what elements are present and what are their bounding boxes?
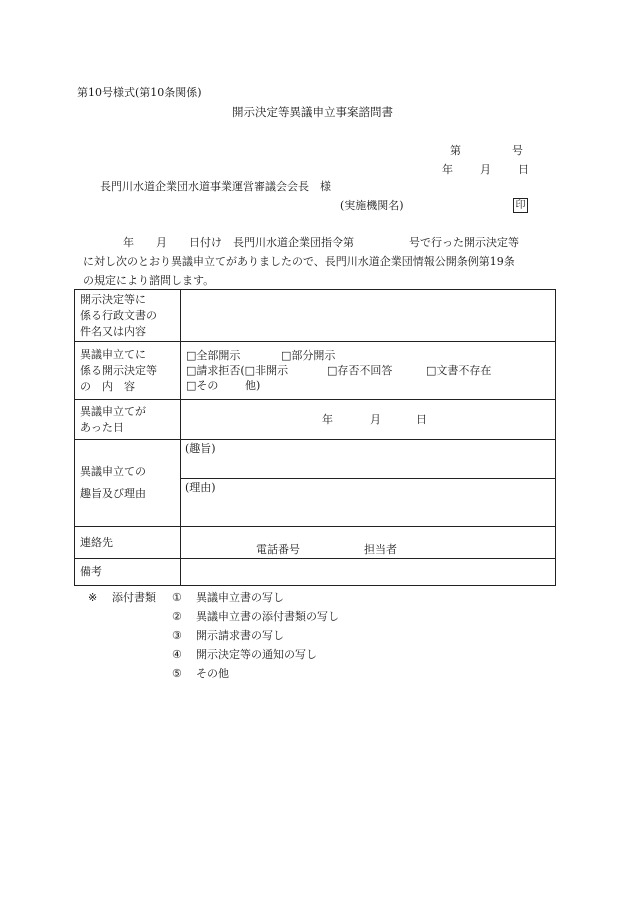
issue-date-day: 日 <box>518 163 529 176</box>
remarks-label <box>75 559 181 586</box>
attachments-label: 添付書類 <box>112 591 156 604</box>
attachment-item: ⑤ その他 <box>172 667 229 680</box>
person-in-charge-label: 担当者 <box>364 542 397 556</box>
label-line: 件名又は内容 <box>80 324 146 338</box>
attachment-item: ② 異議申立書の添付書類の写し <box>172 610 339 623</box>
label-line: 異議申立てが <box>80 404 146 418</box>
table-row <box>75 440 556 527</box>
document-subject-label <box>75 290 181 342</box>
objection-date-year: 年 <box>322 412 333 426</box>
issue-date-month: 月 <box>480 163 491 176</box>
table-row <box>75 400 556 440</box>
table-row <box>75 342 556 400</box>
objection-date-label <box>75 400 181 440</box>
consultation-statement <box>77 236 557 293</box>
remarks-field[interactable] <box>181 559 556 586</box>
note-mark: ※ <box>88 591 98 604</box>
option-neither-confirm-nor-deny[interactable]: □存否不回答 <box>327 364 393 377</box>
label-line: 連絡先 <box>80 535 113 549</box>
reference-number-prefix: 第 <box>450 144 461 157</box>
label-line: 異議申立ての <box>80 465 146 478</box>
objection-date-month: 月 <box>370 412 381 426</box>
option-document-nonexistent[interactable]: □文書不存在 <box>426 364 492 377</box>
table-row <box>75 290 556 342</box>
reason-field[interactable]: (理由) <box>181 478 555 526</box>
label-line: 係る行政文書の <box>80 308 157 322</box>
label-line: あった日 <box>80 420 124 434</box>
label-line: 趣旨及び理由 <box>80 487 146 500</box>
option-other[interactable]: □その <box>186 379 219 392</box>
label-line: 備考 <box>80 565 102 578</box>
objection-date-day: 日 <box>416 412 427 426</box>
form-number: 第10号様式(第10条関係) <box>77 86 202 99</box>
attachment-item: ① 異議申立書の写し <box>172 591 284 604</box>
reference-number-suffix: 号 <box>512 144 523 157</box>
document-title: 開示決定等異議申立事案諮問書 <box>232 105 393 119</box>
option-partial-disclosure[interactable]: □部分開示 <box>281 349 336 362</box>
attachment-item: ④ 開示決定等の通知の写し <box>172 648 317 661</box>
contact-field[interactable] <box>181 527 556 559</box>
statement-line: に対し次のとおり異議申立てがありましたので、長門川水道企業団情報公開条例第19条 <box>83 255 515 268</box>
table-row <box>75 559 556 586</box>
option-other-continuation: 他) <box>245 379 261 392</box>
consultation-table <box>74 289 556 586</box>
contact-label <box>75 527 181 559</box>
attachment-item: ③ 開示請求書の写し <box>172 629 284 642</box>
gist-and-reason-label <box>75 440 181 527</box>
label-line: 開示決定等に <box>80 292 146 306</box>
label-line: 係る開示決定等 <box>80 363 157 377</box>
gist-and-reason-field[interactable] <box>181 440 556 527</box>
attachments-heading <box>88 591 156 604</box>
label-line: 異議申立てに <box>80 347 146 361</box>
objection-date-field[interactable] <box>181 400 556 440</box>
option-full-disclosure[interactable]: □全部開示 <box>186 349 241 362</box>
document-subject-field[interactable] <box>181 290 556 342</box>
issue-date-year: 年 <box>442 163 453 176</box>
decision-content-label <box>75 342 181 400</box>
table-row <box>75 527 556 559</box>
option-request-refusal[interactable]: □請求拒否(□非開示 <box>186 364 289 377</box>
addressee: 長門川水道企業団水道事業運営審議会会長 様 <box>100 180 331 193</box>
decision-content-options <box>181 342 556 400</box>
statement-line: の規定により諮問します。 <box>83 274 215 287</box>
issue-date <box>442 163 529 176</box>
implementing-agency-name: (実施機関名) <box>340 199 404 212</box>
statement-line: 年 月 日付け 長門川水道企業団指令第 号で行った開示決定等 <box>123 236 519 249</box>
gist-field[interactable]: (趣旨) <box>185 442 216 455</box>
label-line: の 内 容 <box>80 379 135 393</box>
seal-mark: 印 <box>513 198 528 213</box>
phone-number-label: 電話番号 <box>256 542 300 556</box>
